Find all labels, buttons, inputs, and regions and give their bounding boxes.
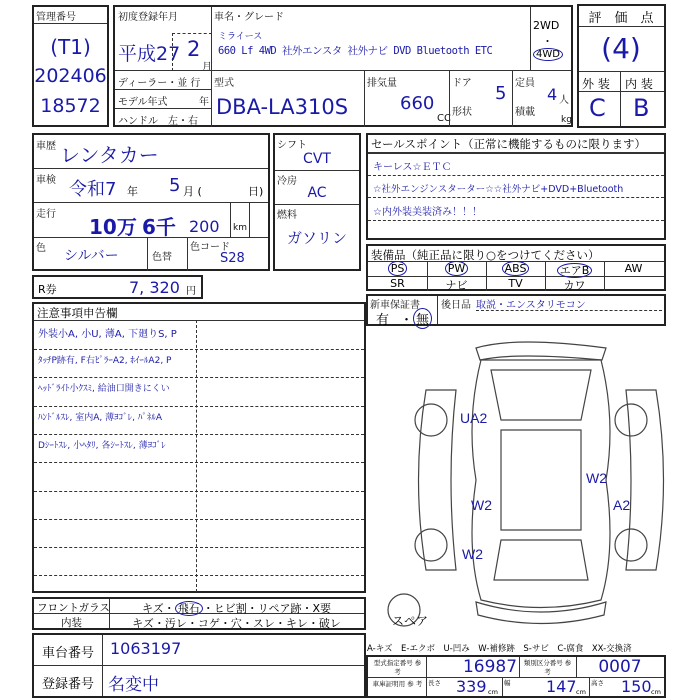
height-label: 高さ: [591, 679, 604, 687]
width-value: 147: [546, 677, 577, 696]
car-name: ミライース: [218, 32, 263, 42]
mgmt-label: 管理番号: [36, 12, 76, 23]
color-code: S28: [220, 251, 245, 266]
ext-grade: C: [589, 94, 606, 122]
fuel-value: ガソリン: [286, 229, 347, 247]
ext-label: 外 装: [582, 77, 610, 91]
history-value: レンタカー: [60, 143, 159, 167]
note-line: ﾍｯﾄﾞﾗｲﾄ小ｸｽﾐ, 給油口開きにくい: [38, 384, 170, 394]
roof-outline: [501, 430, 581, 530]
registration-label: 登録番号: [41, 677, 94, 692]
damage-mark: W2: [462, 546, 483, 562]
reg-month: 2: [187, 37, 201, 61]
displacement-label: 排気量: [367, 78, 397, 89]
class-no: 0007: [598, 657, 642, 677]
damage-mark: W2: [471, 497, 492, 513]
recycle-value: 7, 320: [129, 278, 180, 297]
note-line: 外装小A, 小U, 薄A, 下廻りS, P: [38, 329, 177, 340]
inspection-month-unit: 月 (: [183, 185, 202, 198]
sales-line: ☆内外装美装済み！！！: [373, 207, 482, 218]
length-value: 339: [456, 677, 487, 696]
later-value: 取説・エンスタリモコン: [476, 300, 586, 311]
score-box: [577, 4, 666, 128]
equip-aw: AW: [624, 262, 643, 275]
damage-legend: A-キズ E-エクボ U-凹み W-補修跡 S-サビ C-腐食 XX-交換済: [367, 644, 632, 654]
inspection-year-unit: 年: [127, 185, 138, 198]
ac-value: AC: [307, 185, 327, 201]
chassis-value: 1063197: [110, 639, 182, 658]
shift-box: [273, 133, 361, 271]
damage-mark: A2: [613, 497, 631, 513]
equipment-label: 装備品（純正品に限り○をつけてください）: [371, 248, 600, 262]
width-unit: cm: [576, 688, 586, 696]
damage-mark: W2: [586, 470, 607, 486]
drive-dot: ・: [542, 35, 553, 48]
mileage-unit: km: [233, 223, 247, 233]
car-label: 車名・グレード: [214, 12, 284, 23]
management-box: [32, 5, 109, 127]
shift-label: シフト: [277, 140, 307, 151]
sales-line: ☆社外エンジンスターター☆☆社外ナビ+DVD+Bluetooth: [373, 184, 624, 195]
spare-label: スペア: [392, 614, 429, 628]
equip-ps: PS: [388, 261, 408, 276]
mileage-man: 10万: [89, 215, 137, 239]
equip-sr: SR: [390, 277, 405, 290]
damage-mark: UA2: [460, 410, 488, 426]
notes-label: 注意事項申告欄: [37, 306, 118, 320]
model-year-unit: 年: [199, 97, 209, 108]
equipment-box: [366, 244, 666, 291]
glass-item: ・ヒビ割・リペア跡・X要: [202, 602, 332, 615]
glass-chip-circled: 飛石: [175, 601, 203, 616]
warranty-dot: ・: [400, 313, 414, 328]
inspection-era: 令和7: [69, 179, 117, 200]
registration-value: 名変中: [108, 675, 159, 695]
front-right-wheel: [615, 404, 647, 436]
reg-label: 初度登録年月: [118, 12, 178, 23]
rear-window-outline: [494, 540, 588, 580]
car-diagram: [366, 330, 666, 630]
height-value: 150: [621, 677, 652, 696]
recycle-unit: 円: [186, 286, 196, 297]
int-grade: B: [633, 94, 650, 122]
type-no-label: 型式指定番号 参 考: [373, 659, 422, 676]
width-label: 幅: [504, 679, 511, 687]
recycle-label: R券: [38, 283, 57, 296]
height-unit: cm: [651, 688, 661, 696]
load-label: 積載: [515, 107, 535, 118]
reg-year: 平成27: [118, 43, 181, 65]
inspection-month: 5: [169, 175, 181, 196]
glass-label: フロントガラス: [37, 602, 110, 614]
model-year-label: モデル年式: [118, 97, 168, 108]
type-value: DBA-LA310S: [216, 95, 349, 119]
length-label: 長さ: [428, 679, 441, 687]
shift-value: CVT: [303, 151, 331, 167]
reg-month-unit: 月: [202, 62, 212, 73]
interior-items: キズ・汚レ・コゲ・穴・スレ・キレ・破レ: [132, 617, 341, 630]
spec-box: [366, 655, 666, 698]
warranty-box: [366, 294, 666, 326]
warranty-label: 新車保証書: [370, 300, 420, 311]
fuel-label: 燃料: [277, 210, 297, 221]
drive-2wd: 2WD: [533, 19, 560, 32]
mileage-rest: 200: [189, 217, 220, 236]
inspection-day-unit: 日): [248, 185, 264, 198]
score-label: 評 価 点: [588, 11, 654, 26]
mileage-sen: 6千: [142, 215, 176, 239]
type-no: 16987: [462, 657, 518, 677]
class-no-label: 類別区分番号 参 考: [523, 659, 572, 676]
equip-tv: TV: [508, 277, 523, 290]
sales-line: キーレス☆ＥＴＣ: [373, 162, 452, 173]
ac-label: 冷房: [277, 176, 297, 187]
drive-4wd: 4WD: [533, 48, 563, 61]
car-grade: 660 Lf 4WD 社外エンスタ 社外ナビ DVD Bluetooth ETC: [218, 45, 493, 57]
handle-label: ハンドル 左・右: [118, 116, 198, 127]
capacity-value: 4: [547, 85, 558, 104]
sales-points-box: [366, 133, 666, 240]
color-value: シルバー: [64, 248, 119, 264]
doors-value: 5: [495, 83, 507, 104]
warranty-yes: 有: [376, 313, 390, 328]
left-side-outline: [419, 390, 457, 570]
inspection-label: 車検: [36, 175, 56, 186]
interior-label: 内装: [61, 617, 82, 629]
history-box: [32, 133, 270, 271]
equip-navi: ナビ: [445, 279, 468, 292]
displacement-value: 660: [400, 93, 435, 114]
note-line: ﾊﾝﾄﾞﾙｽﾚ, 室内A, 薄ﾖｺﾞﾚ, ﾊﾟﾈﾙA: [38, 413, 162, 423]
rear-left-wheel: [415, 529, 447, 561]
color-label: 色: [36, 243, 46, 254]
sales-label: セールスポイント（正常に機能するものに限ります）: [371, 137, 646, 151]
front-bumper-outline: [476, 342, 606, 360]
note-line: Dｼｰﾄｽﾚ, 小ﾍﾀﾘ, 各ｼｰﾄｽﾚ, 薄ﾖｺﾞﾚ: [38, 441, 166, 451]
right-side-outline: [626, 390, 664, 570]
equip-airbag: エアB: [557, 263, 593, 278]
mgmt-code: (T1): [50, 35, 91, 59]
vehicle-info-box: [113, 5, 573, 127]
warranty-no: 無: [413, 308, 432, 329]
load-unit: kg: [561, 115, 572, 125]
hood-outline: [491, 370, 591, 420]
mileage-label: 走行: [36, 209, 56, 220]
glass-box: [32, 597, 366, 630]
doors-label: ドア: [452, 78, 472, 89]
glass-item: キズ・: [141, 602, 175, 615]
int-label: 内 装: [625, 77, 653, 91]
capacity-unit: 人: [559, 95, 569, 106]
length-unit: cm: [488, 688, 498, 696]
score-value: (4): [601, 32, 641, 65]
front-left-wheel: [415, 404, 447, 436]
dealer-label: ディーラー・並 行: [118, 78, 201, 89]
capacity-label: 定員: [515, 78, 535, 89]
chassis-box: [32, 633, 366, 698]
history-label: 車歴: [36, 141, 56, 152]
rear-bumper-outline: [476, 602, 606, 624]
chassis-label: 車台番号: [41, 646, 94, 661]
displacement-unit: CC: [437, 113, 451, 124]
repaint-label: 色替: [152, 252, 172, 263]
recycle-box: [32, 275, 203, 299]
equip-pw: PW: [445, 261, 469, 276]
rear-right-wheel: [615, 529, 647, 561]
note-line: ﾀｯﾁP跡有, F右ﾋﾟﾗｰA2, ﾎｲｰﾙA2, P: [38, 356, 172, 366]
mgmt-date: 202406: [34, 65, 107, 87]
mgmt-number: 18572: [40, 95, 101, 117]
type-label: 型式: [214, 78, 234, 89]
later-label: 後日品: [441, 300, 471, 311]
color-code-label: 色コード: [190, 242, 230, 253]
equip-leather: カワ: [563, 279, 586, 292]
cert-label: 車庫証明用 参 考: [372, 680, 423, 688]
equip-abs: ABS: [502, 261, 530, 276]
shape-label: 形状: [452, 107, 472, 118]
